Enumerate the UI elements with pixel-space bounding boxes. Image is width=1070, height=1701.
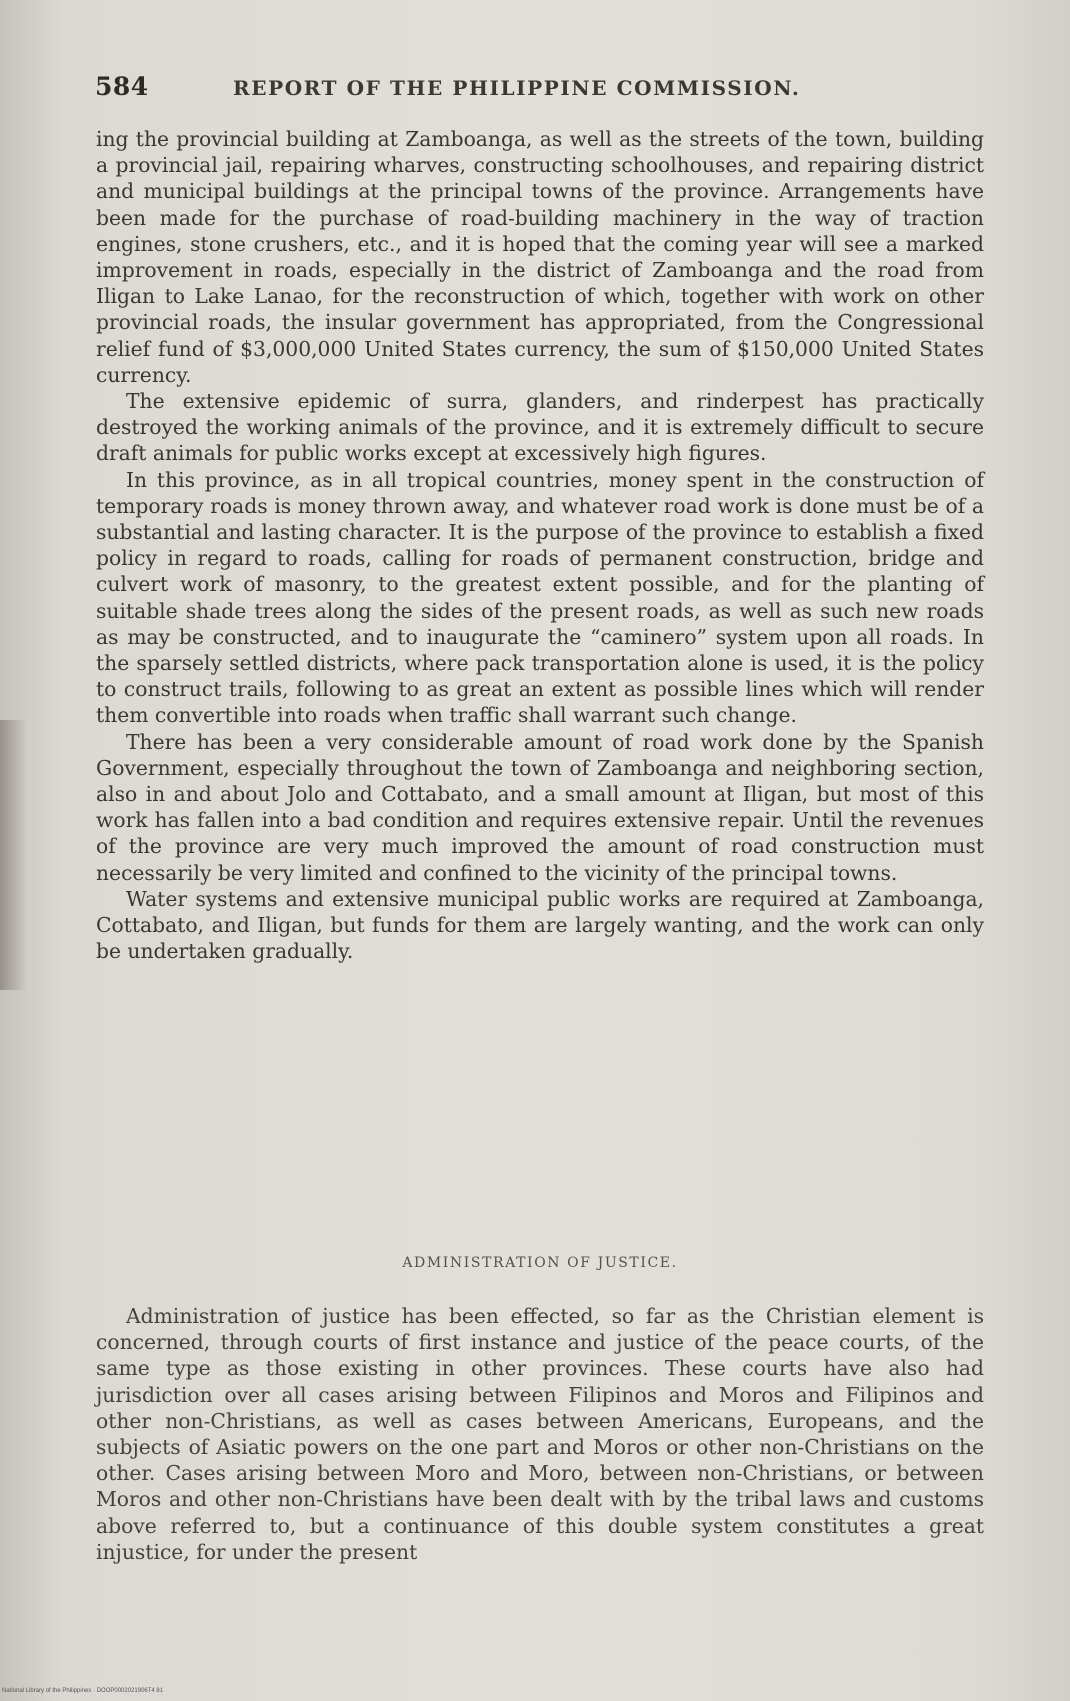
- page-number: 584: [95, 72, 149, 101]
- paragraph-road-policy: In this province, as in all tropical countries, money spent in the construction of temporary roads is money thrown away, and whatever road work is done must be of a substantial and lasting character. It is the purpose of the province to establish a fixed policy in regard to roads, calling for roads of permanent construction, bridge and culvert work of masonry, to the greatest extent possible, and for the planting of suitable shade trees along the sides of the present roads, as well as such new roads as may be constructed, and to inaugurate the “caminero” system upon all roads. In the sparsely settled districts, where pack transportation alone is used, it is the policy to construct trails, following to as great an extent as possible lines which will render them convertible into roads when traffic shall warrant such change.: [96, 467, 984, 728]
- section-heading: ADMINISTRATION OF JUSTICE.: [402, 1255, 678, 1271]
- paragraph-justice: Administration of justice has been effected, so far as the Christian element is concerned, through courts of first instance and justice of the peace courts, of the same type as those existing in other provinces. These courts have also had jurisdiction over all cases arising between Filipinos and Moros and Filipinos and other non-Christians, as well as cases between Americans, Europeans, and the subjects of Asiatic powers on the one part and Moros or other non-Christians on the other. Cases arising between Moro and Moro, between non-Christians, or between Moros and other non-Christians have been dealt with by the tribal laws and customs above referred to, but a continuance of this double system constitutes a great injustice, for under the present: [96, 1304, 984, 1564]
- page-header: [95, 72, 975, 112]
- paragraph-water-systems: Water systems and extensive municipal public works are required at Zamboanga, Cottabato, and Iligan, but funds for them are largely wanting, and the work can only be undertaken gradually.: [96, 886, 984, 964]
- paragraph-epidemic: The extensive epidemic of surra, glanders, and rinderpest has practically destroyed the working animals of the province, and it is extremely difficult to secure draft animals for public works except at excessively high figures.: [96, 389, 984, 466]
- book-binding-shadow: [0, 720, 30, 990]
- paragraph-spanish-roads: There has been a very considerable amount of road work done by the Spanish Government, especially throughout the town of Zamboanga and neighboring section, also in and about Jolo and Cottabato, and a small amount at Iligan, but most of this work has fallen into a bad condition and requires extensive repair. Until the revenues of the province are very much improved the amount of road construction must necessarily be very limited and confined to the vicinity of the principal towns.: [96, 729, 984, 885]
- body-text: [96, 126, 984, 965]
- paragraph-provincial-building: ing the provincial building at Zamboanga, as well as the streets of the town, building a provincial jail, repairing wharves, constructing schoolhouses, and repairing district and municipal buildings at the principal towns of the province. Arrangements have been made for the purchase of road-building machinery in the way of traction engines, stone crushers, etc., and it is hoped that the coming year will see a marked improvement in roads, especially in the district of Zamboanga and the road from Iligan to Lake Lanao, for the reconstruction of which, together with work on other provincial roads, the insular government has appropriated, from the Congressional relief fund of $3,000,000 United States currency, the sum of $150,000 United States currency.: [96, 127, 984, 387]
- running-head: REPORT OF THE PHILIPPINE COMMISSION.: [233, 76, 801, 100]
- scan-credit: National Library of the Philippines · DOOP0002021906T4 81: [2, 1688, 164, 1694]
- justice-section-text: [96, 1303, 984, 1565]
